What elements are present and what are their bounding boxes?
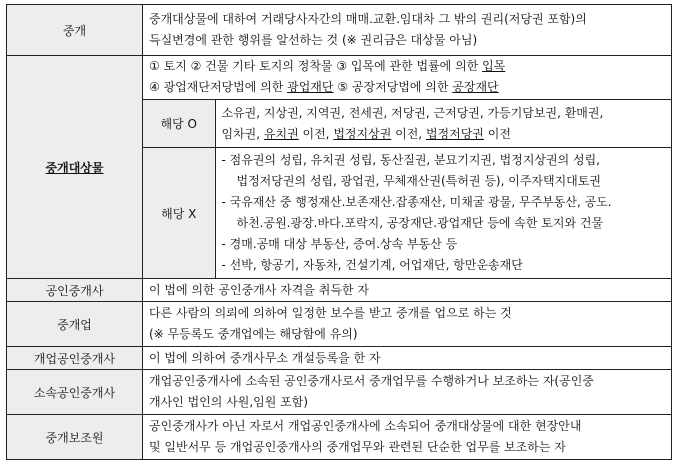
def-applicable — [215, 100, 671, 148]
label-applicable: 해당 O — [143, 100, 215, 148]
applicable-statutory-superficies: 법정지상권 — [333, 126, 392, 141]
applicable-line-2-d: 이전 — [483, 126, 511, 141]
def-licensed-agent-line-1: 이 법에 의한 공인중개사 자격을 취득한 자 — [149, 282, 369, 297]
not-applicable-item-1: - 점유권의 성립, 유치권 성립, 동산질권, 분묘기지권, 법정지상권의 성립, — [221, 153, 600, 167]
term-assistant: 중개보조원 — [7, 415, 143, 460]
applicable-line-2-c: 이전, — [391, 126, 426, 141]
object-intro-factory-foundation: 공장재단 — [452, 80, 499, 94]
row-not-applicable — [143, 148, 671, 279]
def-assistant — [143, 415, 672, 460]
def-brokerage-line-1: 중개대상물에 대하여 거래당사자간의 매매.교환.임대차 그 밖의 권리(저당권 포함)의 — [149, 12, 587, 26]
row-affiliated-agent — [7, 370, 672, 415]
def-assistant-line-1: 공인중개사가 아닌 자로서 개업공인중개사에 소속되어 중개대상물에 대한 현장안내 — [149, 419, 582, 433]
def-assistant-line-2: 및 일반서무 등 개업공인중개사의 중개업무와 관련된 단순한 업무를 보조하는 자 — [149, 440, 566, 454]
row-assistant — [7, 415, 672, 460]
term-brokerage: 중개 — [7, 5, 143, 56]
object-intro-line-2 — [149, 77, 665, 98]
term-brokerage-business: 중개업 — [7, 302, 143, 347]
term-affiliated-agent: 소속공인중개사 — [7, 370, 143, 415]
object-intro-line-1 — [149, 56, 665, 77]
object-intro-line-2-text-b: ⑤ 공장저당법에 의한 — [333, 80, 453, 94]
def-affiliated-agent — [143, 370, 672, 415]
not-applicable-item-4: - 선박, 항공기, 자동차, 건설기계, 어업재단, 항만운송재단 — [221, 258, 523, 272]
not-applicable-item-1-cont: 법정저당권의 성립, 광업권, 무체재산권(특허권 등), 이주자택지대토권 — [236, 174, 601, 188]
applicable-line-2-b: 이전, — [298, 126, 334, 141]
not-applicable-item-2: - 국유재산 중 행정재산.보존재산.잡종재산, 미채굴 광물, 무주부동산, 공도. — [221, 195, 612, 209]
def-not-applicable — [215, 148, 671, 279]
term-licensed-agent: 공인중개사 — [7, 279, 143, 302]
applicable-line-1: 소유권, 지상권, 지역권, 전세권, 저당권, 근저당권, 가등기담보권, 환매권, — [221, 105, 604, 120]
object-intro-standing-timber: 입목 — [482, 59, 506, 73]
applicable-lien: 유치권 — [263, 126, 299, 141]
row-open-agent — [7, 347, 672, 370]
not-applicable-item-3: - 경매.공매 대상 부동산, 증여.상속 부동산 등 — [221, 237, 458, 251]
row-applicable — [143, 100, 671, 148]
object-intro-line-2-text-a: ④ 광업재단저당법에 의한 — [149, 80, 288, 94]
definitions-table — [6, 4, 672, 460]
not-applicable-item-2-cont: 하천.공원.광장.바다.포락지, 공장재단.광업재단 등에 속한 토지와 건물 — [236, 216, 604, 230]
applicable-statutory-mortgage: 법정저당권 — [425, 126, 484, 141]
def-object — [143, 56, 672, 279]
term-open-agent: 개업공인중개사 — [7, 347, 143, 370]
row-object — [7, 56, 672, 279]
def-brokerage-business-line-2: (※ 무등록도 중개업에는 해당함에 유의) — [149, 327, 358, 341]
applicable-line-2-a: 임차권, — [221, 126, 264, 141]
def-brokerage — [143, 5, 672, 56]
object-intro-line-1-text: ① 토지 ② 건물 기타 토지의 정착물 ③ 입목에 관한 법률에 의한 — [149, 59, 483, 73]
def-brokerage-business — [143, 302, 672, 347]
label-not-applicable: 해당 X — [143, 148, 215, 279]
object-subtable — [143, 100, 671, 278]
def-brokerage-line-2: 득실변경에 관한 행위를 알선하는 것 (※ 권리금은 대상물 아님) — [149, 33, 478, 47]
def-open-agent-line-1: 이 법에 의하여 중개사무소 개설등록을 한 자 — [149, 350, 381, 365]
term-object: 중개대상물 — [7, 56, 143, 279]
def-affiliated-agent-line-2: 개사인 법인의 사원,임원 포함) — [149, 395, 309, 409]
def-open-agent — [143, 347, 672, 370]
applicable-line-2 — [222, 124, 666, 145]
object-intro-mining-foundation: 광업재단 — [287, 80, 334, 94]
def-affiliated-agent-line-1: 개업공인중개사에 소속된 공인중개사로서 중개업무를 수행하거나 보조하는 자(공인중 — [149, 374, 594, 388]
row-brokerage-business — [7, 302, 672, 347]
def-brokerage-business-line-1: 다른 사람의 의뢰에 의하여 일정한 보수를 받고 중개를 업으로 하는 것 — [149, 306, 512, 320]
row-brokerage — [7, 5, 672, 56]
def-licensed-agent — [143, 279, 672, 302]
row-licensed-agent — [7, 279, 672, 302]
object-intro — [143, 56, 671, 100]
